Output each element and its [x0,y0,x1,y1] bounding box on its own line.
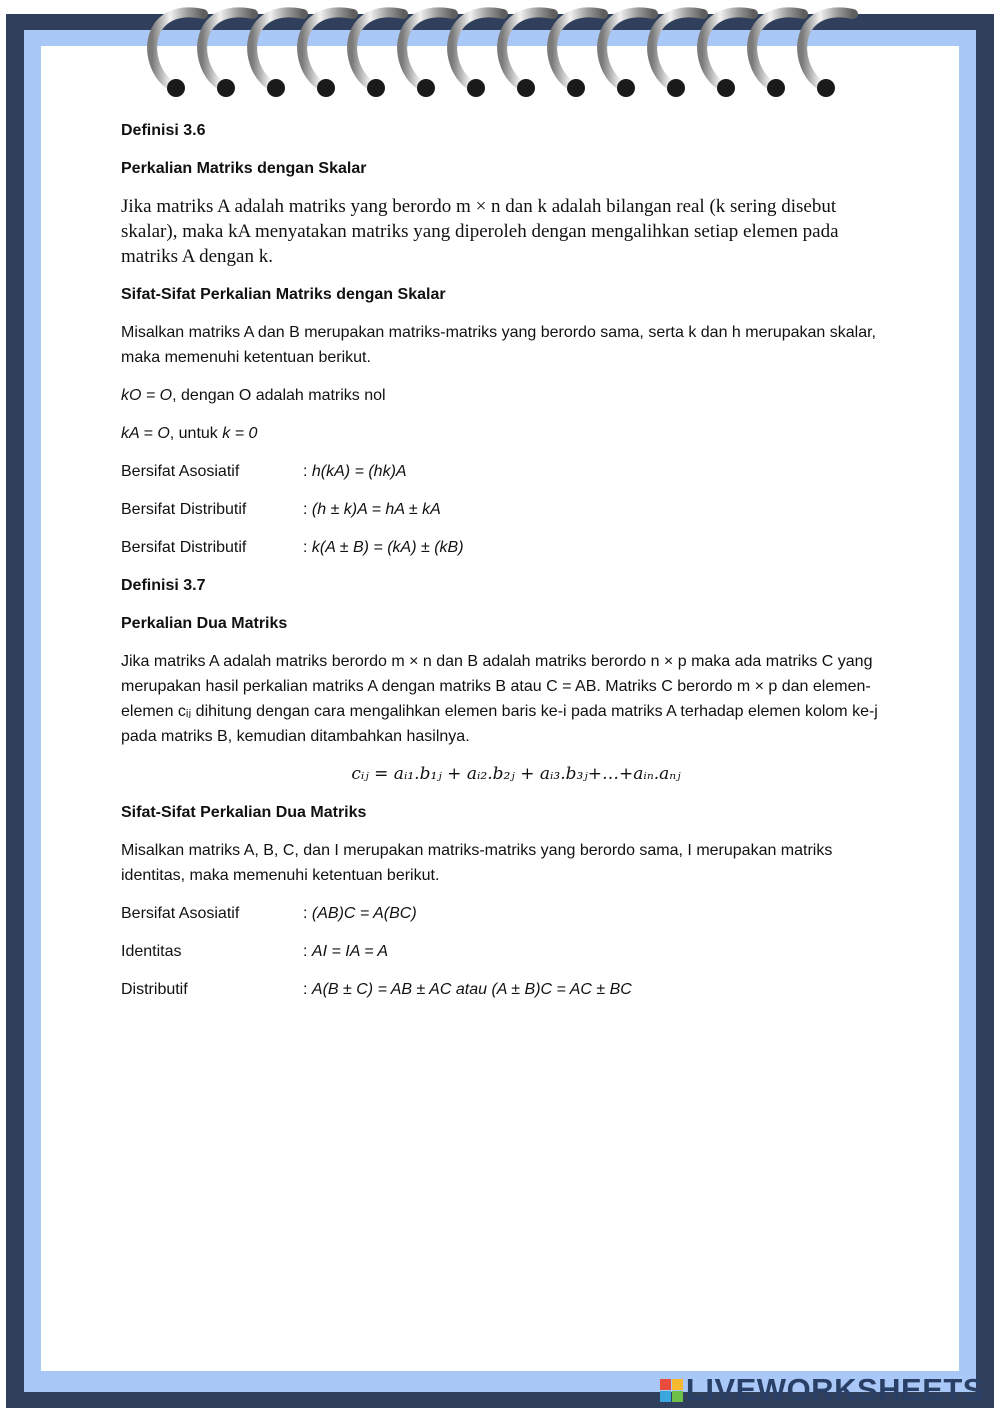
binding-hole [217,79,235,97]
zero-matrix-description: , dengan O adalah matriks nol [172,387,386,404]
scalar-property-zero-matrix [121,383,891,408]
property-formula: (h ± k)A = hA ± kA [311,501,441,518]
spiral-ring [602,12,653,84]
property-formula: (AB)C = A(BC) [311,905,417,922]
property-value: : k(A ± B) = (kA) ± (kB) [303,539,464,556]
scalar-properties-intro: Misalkan matriks A dan B merupakan matriks-matriks yang berordo sama, serta k dan h merupakan skalar, maka memenuhi ketentuan berikut. [121,324,876,366]
product-property-row [121,939,891,964]
definition-37-heading: Definisi 3.7 [121,577,206,594]
spiral-binding [0,0,1000,110]
zero-scalar-description: , untuk [169,425,223,442]
spiral-ring [802,12,853,84]
spiral-ring [202,12,253,84]
property-label: Bersifat Distributif [121,539,247,556]
logo-square [660,1391,671,1402]
spiral-ring [402,12,453,84]
product-property-row [121,977,891,1002]
definition-37-title: Perkalian Dua Matriks [121,615,288,632]
logo-squares-icon [660,1379,683,1402]
definition-37-text: Jika matriks A adalah matriks berordo m × n dan B adalah matriks berordo n × p maka ada matriks C yang merupakan hasil perkalian matriks A dengan matriks B atau C = AB. Matriks C berordo m × p dan elemen-elemen cᵢⱼ dihitung dengan cara mengalihkan elemen baris ke-i pada matriks A terhadap elemen kolom ke-j pada matriks B, kemudian ditambahkan hasilnya. [121,653,878,745]
property-formula: A(B ± C) = AB ± AC atau (A ± B)C = AC ± BC [311,981,632,998]
definition-36-heading: Definisi 3.6 [121,122,206,139]
property-value: : h(kA) = (hk)A [303,463,407,480]
scalar-property-row [121,535,891,560]
scalar-properties-title: Sifat-Sifat Perkalian Matriks dengan Skalar [121,286,446,303]
spiral-ring [302,12,353,84]
property-formula: k(A ± B) = (kA) ± (kB) [311,539,464,556]
spiral-ring [702,12,753,84]
spiral-ring [252,12,303,84]
worksheet-content [121,118,891,1015]
property-label: Distributif [121,981,188,998]
spiral-ring [652,12,703,84]
binding-hole [317,79,335,97]
property-value: : (AB)C = A(BC) [303,905,417,922]
zero-scalar-expression: kA = O [121,425,170,442]
property-label: Identitas [121,943,182,960]
spiral-ring [452,12,503,84]
spiral-ring [552,12,603,84]
binding-hole [417,79,435,97]
property-value: : (h ± k)A = hA ± kA [303,501,441,518]
property-formula: AI = IA = A [311,943,389,960]
zero-scalar-condition: k = 0 [222,425,258,442]
property-label: Bersifat Distributif [121,501,247,518]
product-property-row [121,901,891,926]
product-properties-title: Sifat-Sifat Perkalian Dua Matriks [121,804,367,821]
spiral-ring [502,12,553,84]
spiral-ring [152,12,203,84]
property-value: : AI = IA = A [303,943,389,960]
binding-hole [717,79,735,97]
binding-hole [517,79,535,97]
binding-hole [167,79,185,97]
liveworksheets-logo[interactable] [660,1372,984,1408]
logo-text: LIVEWORKSHEETS [685,1372,984,1407]
matrix-product-formula: cᵢⱼ = aᵢ₁.b₁ⱼ + aᵢ₂.b₂ⱼ + aᵢ₃.b₃ⱼ+…+aᵢₙ.aₙⱼ [351,764,681,784]
definition-36-text: Jika matriks A adalah matriks yang berordo m × n dan k adalah bilangan real (k sering disebut skalar), maka kA menyatakan matriks yang diperoleh dengan mengalihkan setiap elemen pada matriks A dengan k. [121,196,839,267]
definition-36-title: Perkalian Matriks dengan Skalar [121,160,367,177]
logo-square [660,1379,671,1390]
scalar-property-row [121,497,891,522]
scalar-property-zero-scalar [121,421,891,446]
binding-hole [467,79,485,97]
spiral-ring [352,12,403,84]
property-label: Bersifat Asosiatif [121,463,240,480]
binding-hole [817,79,835,97]
product-properties-intro: Misalkan matriks A, B, C, dan I merupakan matriks-matriks yang berordo sama, I merupakan matriks identitas, maka memenuhi ketentuan berikut. [121,842,833,884]
binding-hole [267,79,285,97]
property-value: : A(B ± C) = AB ± AC atau (A ± B)C = AC ± BC [303,981,632,998]
property-formula: h(kA) = (hk)A [311,463,407,480]
zero-matrix-expression: kO = O [121,387,173,404]
binding-hole [567,79,585,97]
property-label: Bersifat Asosiatif [121,905,240,922]
logo-square [672,1391,683,1402]
binding-hole [617,79,635,97]
binding-hole [767,79,785,97]
spiral-ring [752,12,803,84]
binding-hole [667,79,685,97]
scalar-property-row [121,459,891,484]
binding-hole [367,79,385,97]
logo-square [672,1379,683,1390]
